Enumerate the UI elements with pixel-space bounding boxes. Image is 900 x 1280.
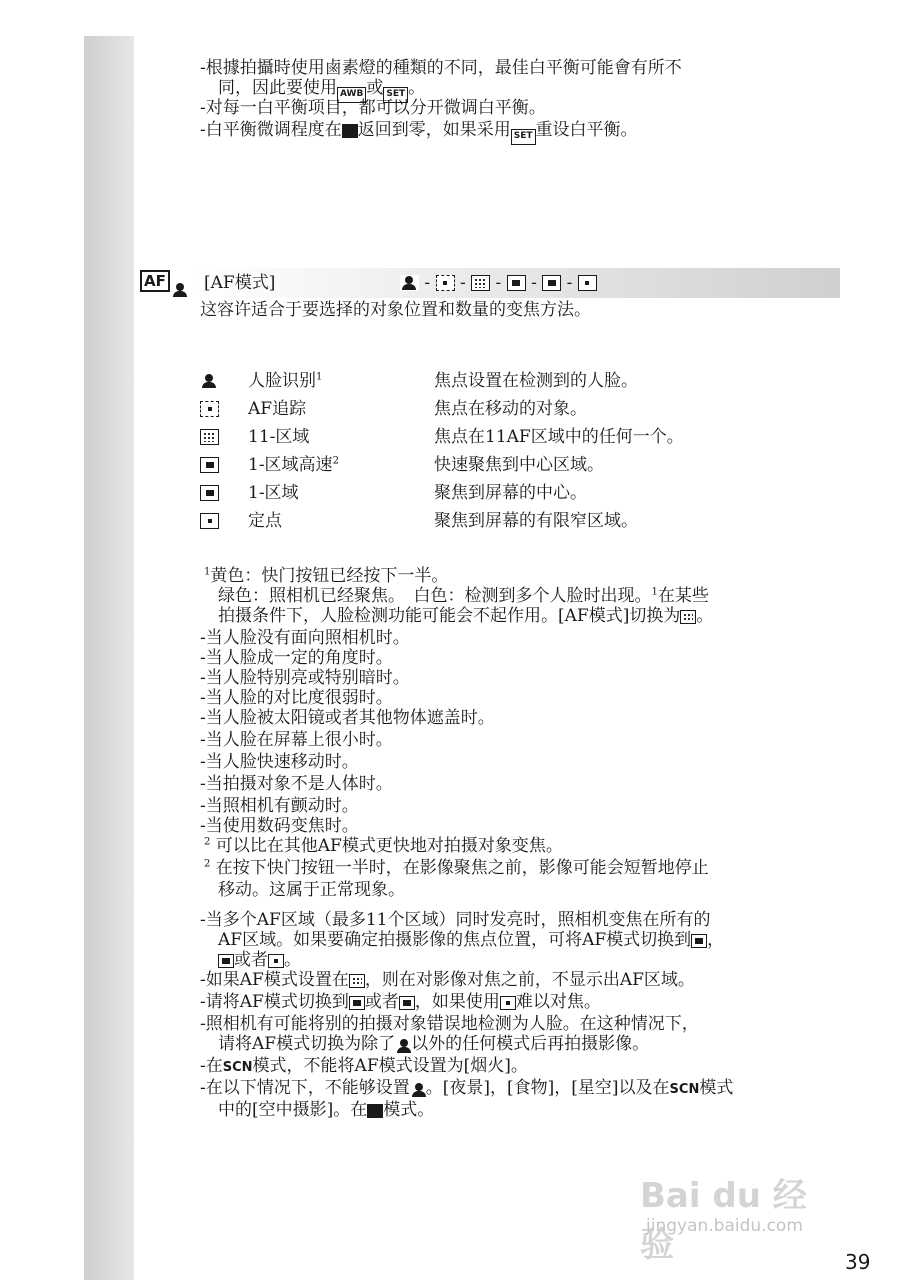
wb-set-icon: SET xyxy=(511,129,536,145)
face-condition: -当人脸特别亮或特别暗时。 xyxy=(200,668,410,688)
face-condition: -当人脸在屏幕上很小时。 xyxy=(200,730,393,750)
page-number: 39 xyxy=(845,1250,871,1274)
note-line: -如果AF模式设置在 ，则在对影像对焦之前，不显示出AF区域。 xyxy=(200,970,695,990)
footnote-1: $^1$黄色：快门按钮已经按下一半。 xyxy=(204,566,449,586)
af-tracking-icon xyxy=(436,275,455,291)
note-line: 请将AF模式切换为除了 以外的任何模式后再拍摄影像。 xyxy=(218,1034,650,1054)
note-line: -在以下情况下，不能够设置 。[夜景]，[食物]，[星空]以及在SCN模式 xyxy=(200,1078,734,1098)
baidu-watermark: Bai du 经验 jingyan.baidu.com xyxy=(640,1176,807,1265)
spot-icon xyxy=(500,996,516,1010)
face-detection-icon xyxy=(395,1038,411,1052)
face-condition: -当照相机有颤动时。 xyxy=(200,796,359,816)
af-tracking-icon xyxy=(200,401,219,417)
1-area-high-speed-icon xyxy=(691,934,707,948)
spot-icon xyxy=(200,513,219,529)
note-line: -照相机有可能将别的拍摄对象错误地检测为人脸。在这种情况下， xyxy=(200,1014,699,1034)
11-area-icon xyxy=(471,275,490,291)
af-description: 这容许适合于要选择的对象位置和数量的变焦方法。 xyxy=(200,300,591,320)
footnote-1: 拍摄条件下，人脸检测功能可能会不起作用。[AF模式]切换为 。 xyxy=(218,606,714,626)
footnote-2: 移动。这属于正常现象。 xyxy=(218,880,405,900)
1-area-icon xyxy=(542,275,561,291)
1-area-high-speed-icon xyxy=(349,996,365,1010)
scn-mode-icon: SCN xyxy=(222,1060,253,1075)
face-condition: -当人脸没有面向照相机时。 xyxy=(200,628,410,648)
face-condition: -当人脸成一定的角度时。 xyxy=(200,648,393,668)
1-area-high-speed-icon xyxy=(200,457,219,473)
wb-adjust-icon xyxy=(342,124,358,138)
11-area-icon xyxy=(349,974,365,988)
scn-mode-icon: SCN xyxy=(669,1082,700,1097)
face-condition: -当使用数码变焦时。 xyxy=(200,816,359,836)
spot-icon xyxy=(578,275,597,291)
af-mode-title: [AF模式] xyxy=(204,273,276,293)
note-line: -当多个AF区域（最多11个区域）同时发亮时，照相机变焦在所有的 xyxy=(200,910,711,930)
spot-icon xyxy=(268,954,284,968)
note-line: -在SCN模式，不能将AF模式设置为[烟火]。 xyxy=(200,1056,528,1076)
af-logo: AF xyxy=(140,270,170,292)
face-detection-icon xyxy=(410,1082,426,1096)
note-line: -请将AF模式切换到 或者 ，如果使用 难以对焦。 xyxy=(200,992,601,1012)
footnote-2: $^2$ 在按下快门按钮一半时，在影像聚焦之前，影像可能会短暂地停止 xyxy=(204,858,709,878)
page-margin-strip xyxy=(84,36,134,1280)
1-area-icon xyxy=(200,485,219,501)
note-line: -白平衡微调程度在 返回到零，如果采用 SET 重设白平衡。 xyxy=(200,120,638,145)
face-detection-icon xyxy=(200,373,219,389)
face-detection-icon xyxy=(400,275,419,291)
11-area-icon xyxy=(200,429,219,445)
movie-mode-icon xyxy=(367,1104,383,1118)
note-line: -根據拍攝時使用鹵素燈的種類的不同，最佳白平衡可能會有所不 xyxy=(200,58,682,78)
af-mode-strip: - - - - - xyxy=(400,273,597,293)
face-condition: -当人脸的对比度很弱时。 xyxy=(200,688,393,708)
1-area-icon xyxy=(218,954,234,968)
note-line: 或者 。 xyxy=(218,950,301,970)
note-line: 中的[空中摄影]。在 模式。 xyxy=(218,1100,435,1120)
awb-icon: AWB xyxy=(337,87,366,103)
face-condition: -当人脸快速移动时。 xyxy=(200,752,359,772)
note-line: -对每一白平衡项目，都可以分开微调白平衡。 xyxy=(200,98,546,118)
11-area-icon xyxy=(680,610,696,624)
1-area-high-speed-icon xyxy=(507,275,526,291)
note-line: AF区域。如果要确定拍摄影像的焦点位置，可将AF模式切换到 ， xyxy=(218,930,725,950)
face-icon xyxy=(171,282,190,298)
footnote-2: $^2$ 可以比在其他AF模式更快地对拍摄对象变焦。 xyxy=(204,836,563,856)
wb-set-icon: SET xyxy=(383,87,408,103)
face-condition: -当拍摄对象不是人体时。 xyxy=(200,774,393,794)
face-condition: -当人脸被太阳镜或者其他物体遮盖时。 xyxy=(200,708,495,728)
1-area-icon xyxy=(399,996,415,1010)
footnote-1: 绿色：照相机已经聚焦。 白色：检测到多个人脸时出现。$^1$在某些 xyxy=(218,586,709,606)
note-line: 同，因此要使用 AWB 或 SET 。 xyxy=(218,78,425,103)
